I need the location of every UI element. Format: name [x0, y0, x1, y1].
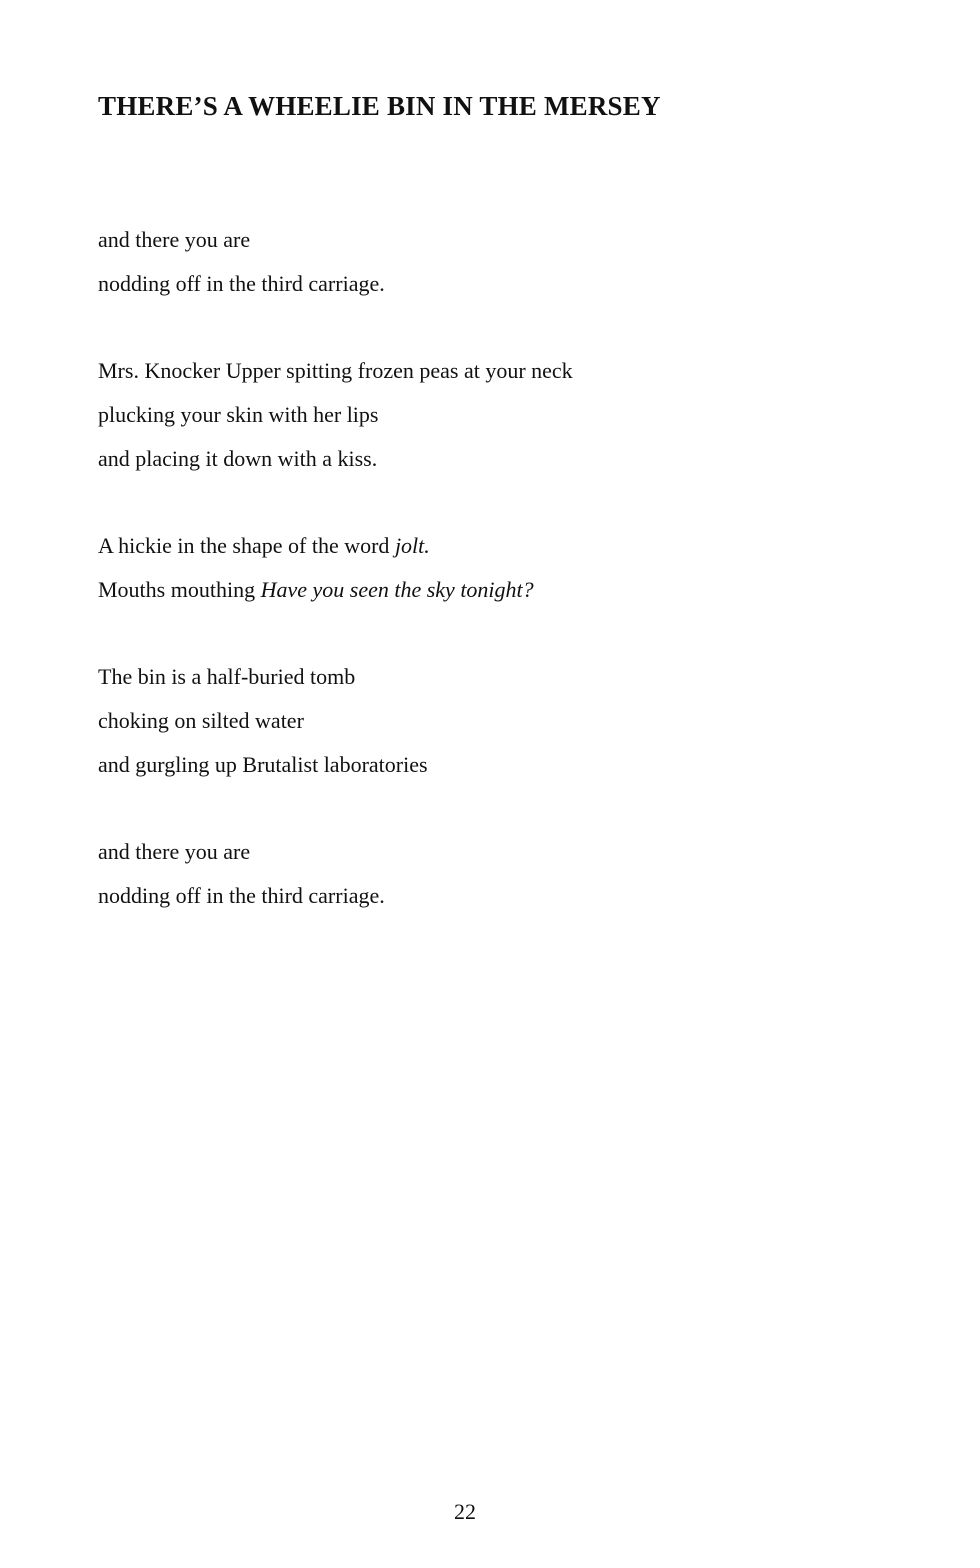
poem-line: nodding off in the third carriage.	[98, 271, 385, 296]
stanza-5	[98, 834, 898, 922]
page-number: 22	[454, 1499, 476, 1524]
poem-line	[98, 528, 898, 572]
poem-title: THERE’S A WHEELIE BIN IN THE MERSEY	[98, 91, 661, 121]
poem-line-italic: Have you seen the sky tonight?	[260, 577, 534, 602]
poem-line-text: Mouths mouthing	[98, 577, 261, 602]
poem-line: choking on silted water	[98, 708, 304, 733]
poem-line: and there you are	[98, 227, 251, 252]
stanza-4	[98, 659, 898, 791]
poem-line: and gurgling up Brutalist laboratories	[98, 752, 428, 777]
poem-line: plucking your skin with her lips	[98, 402, 379, 427]
poem-line: The bin is a half-buried tomb	[98, 664, 356, 689]
stanza-3	[98, 528, 898, 616]
poem-line: nodding off in the third carriage.	[98, 883, 385, 908]
poem-line: and there you are	[98, 839, 251, 864]
stanza-1	[98, 222, 898, 310]
poem-line	[98, 572, 898, 616]
stanza-2	[98, 353, 898, 485]
poem-body	[98, 222, 898, 965]
poem-line-italic: jolt.	[394, 533, 430, 558]
poem-line-text: A hickie in the shape of the word	[98, 533, 395, 558]
poem-line: and placing it down with a kiss.	[98, 446, 378, 471]
poem-line: Mrs. Knocker Upper spitting frozen peas at your neck	[98, 358, 573, 383]
